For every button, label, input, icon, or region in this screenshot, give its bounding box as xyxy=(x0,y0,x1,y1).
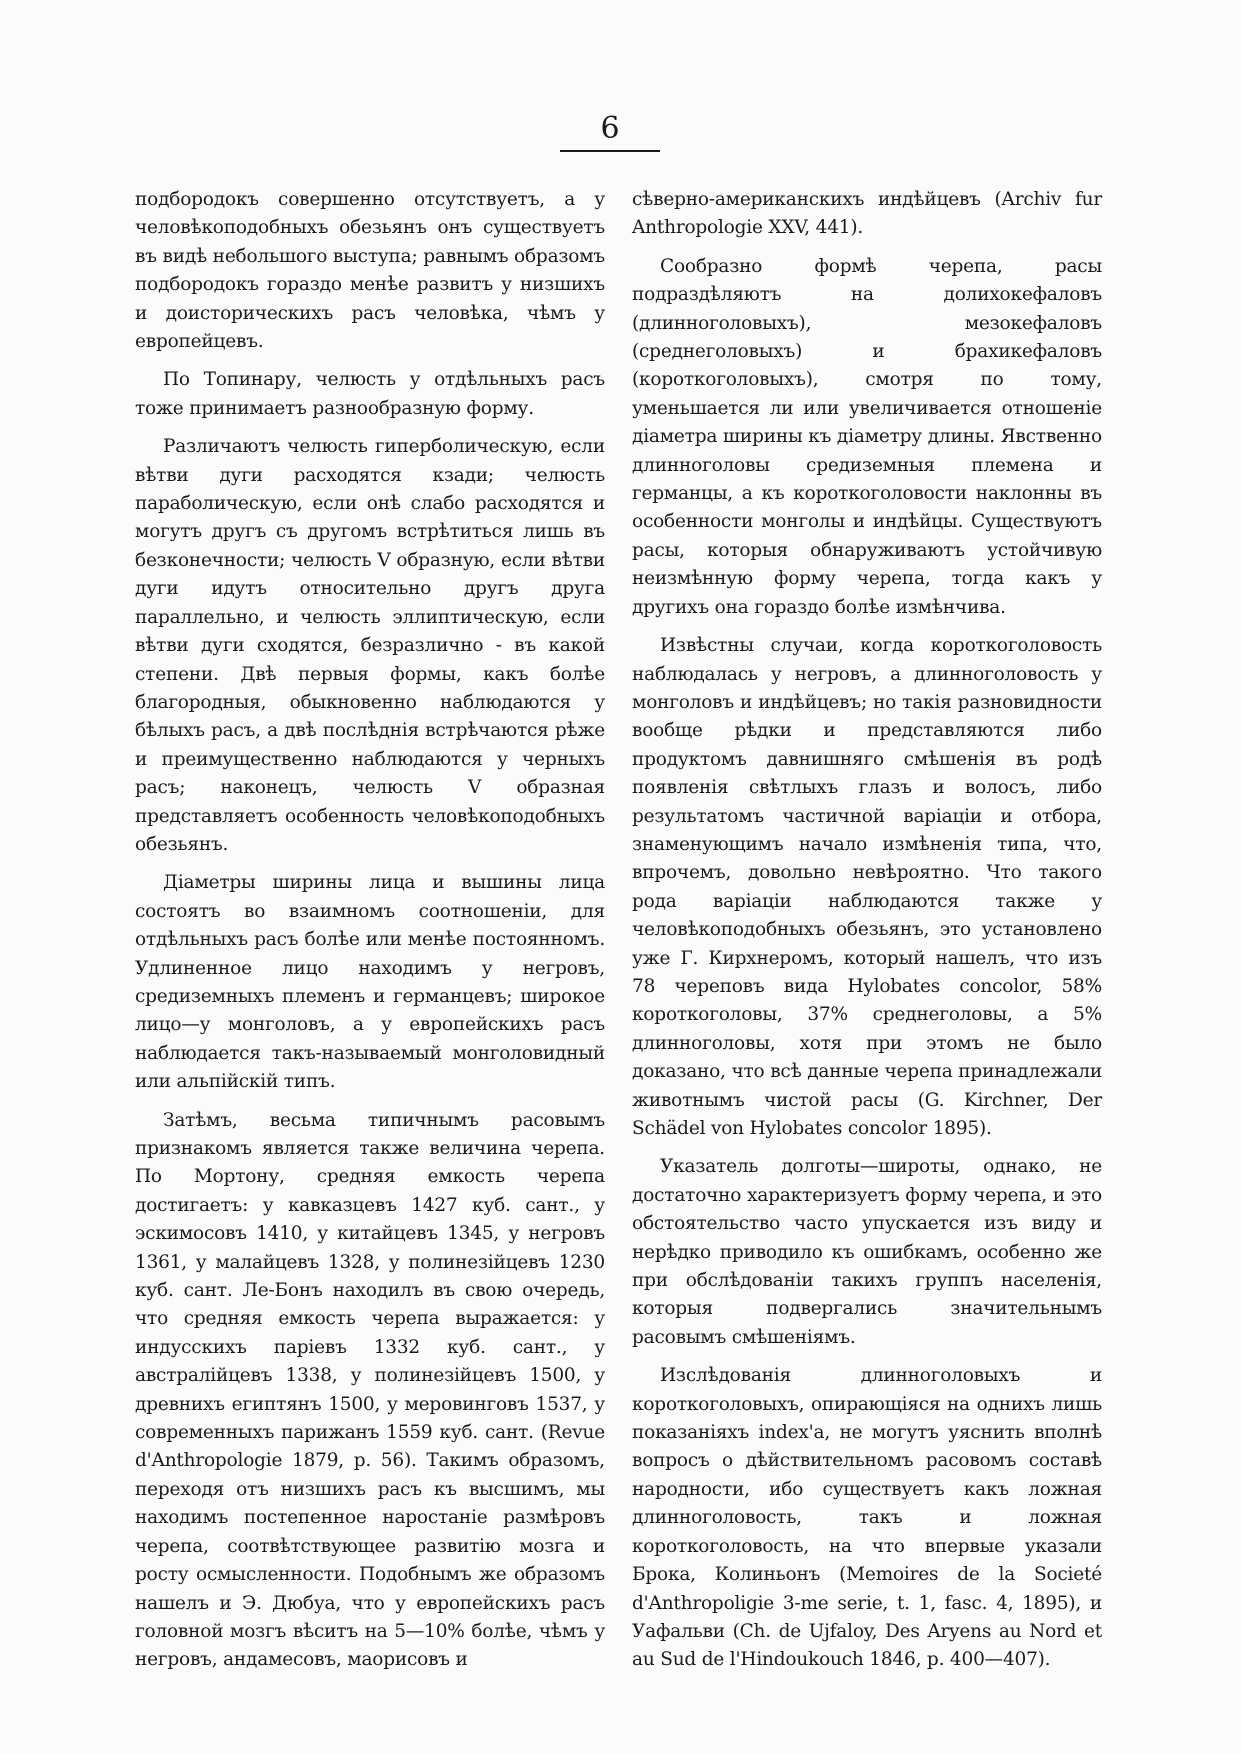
right-column xyxy=(632,186,1102,1685)
right-paragraph-4: Указатель долготы—широты, однако, не достаточно характеризуетъ форму черепа, и это обстоятельство часто упускается изъ виду и нерѣдко приводило къ ошибкамъ, особенно же при обслѣдованіи такихъ группъ населенія, которыя подвергались значительнымъ расовымъ смѣшеніямъ. xyxy=(632,1156,1102,1348)
left-paragraph-3: Различаютъ челюсть гиперболическую, если вѣтви дуги расходятся кзади; челюсть параболическую, если онѣ слабо расходятся и могутъ другъ съ другомъ встрѣтиться лишь въ безконечности; челюсть V образную, если вѣтви дуги идутъ относительно другъ друга параллельно, и челюсть эллиптическую, если вѣтви дуги сходятся, безразлично - въ какой степени. Двѣ первыя формы, какъ болѣе благородныя, обыкновенно наблюдаются у бѣлыхъ расъ, а двѣ послѣднія встрѣчаются рѣже и преимущественно наблюдаются у черныхъ расъ; наконецъ, челюсть V образная представляетъ особенность человѣкоподобныхъ обезьянъ. xyxy=(135,436,605,855)
page-number: 6 xyxy=(600,111,620,146)
left-paragraph-2: По Топинару, челюсть у отдѣльныхъ расъ тоже принимаетъ разнообразную форму. xyxy=(135,369,605,419)
right-paragraph-5: Изслѣдованія длинноголовыхъ и короткоголовыхъ, опирающіяся на однихъ лишь показаніяхъ index'а, не могутъ уяснить вполнѣ вопросъ о дѣйствительномъ расовомъ составѣ народности, ибо существуетъ какъ ложная длинноголовость, такъ и ложная короткоголовость, на что впервые указали Брока, Колиньонъ (Memoires de la Societé d'Anthropoligie 3-me serie, t. 1, fasc. 4, 1895), и Уафальви (Ch. de Ujfaloy, Des Aryens au Nord et au Sud de l'Hindoukouch 1846, p. 400—407). xyxy=(632,1365,1102,1671)
left-paragraph-1: подбородокъ совершенно отсутствуетъ, а у человѣкоподобныхъ обезьянъ онъ существуетъ въ видѣ небольшого выступа; равнымъ образомъ подбородокъ гораздо менѣе развитъ у низшихъ и доисторическихъ расъ человѣка, чѣмъ у европейцевъ. xyxy=(135,189,605,353)
right-paragraph-3: Извѣстны случаи, когда короткоголовость наблюдалась у негровъ, а длинноголовость у монголовъ и индѣйцевъ; но такія разновидности вообще рѣдки и представляются либо продуктомъ давнишняго смѣшенія въ родѣ появленія свѣтлыхъ глазъ и волосъ, либо результатомъ частичной варіаціи и отбора, знаменующимъ начало измѣненія типа, что, впрочемъ, довольно невѣроятно. Что такого рода варіаціи наблюдаются также у человѣкоподобныхъ обезьянъ, это установлено уже Г. Кирхнеромъ, который нашелъ, что изъ 78 череповъ вида Hylobates concolor, 58% короткоголовы, 37% среднеголовы, а 5% длинноголовы, хотя при этомъ не было доказано, что всѣ данные черепа принадлежали животнымъ чистой расы (G. Kirchner, Der Schädel von Hylobates concolor 1895). xyxy=(632,635,1102,1139)
left-column xyxy=(135,186,605,1685)
header-rule xyxy=(560,150,660,152)
left-paragraph-4: Діаметры ширины лица и вышины лица состоятъ во взаимномъ соотношеніи, для отдѣльныхъ расъ болѣе или менѣе постоянномъ. Удлиненное лицо находимъ у негровъ, средиземныхъ племенъ и германцевъ; широкое лицо—у монголовъ, а у европейскихъ расъ наблюдается такъ-называемый монголовидный или альпійскій типъ. xyxy=(135,872,605,1093)
right-paragraph-2: Сообразно формѣ черепа, расы подраздѣляютъ на долихокефаловъ (длинноголовыхъ), мезокефаловъ (среднеголовыхъ) и брахикефаловъ (короткоголовыхъ), смотря по тому, уменьшается ли или увеличивается отношеніе діаметра ширины къ діаметру длины. Явственно длинноголовы средиземныя племена и германцы, а къ короткоголовости наклонны въ особенности монголы и индѣйцы. Существуютъ расы, которыя обнаруживаютъ устойчивую неизмѣнную форму черепа, тогда какъ у другихъ она гораздо болѣе измѣнчива. xyxy=(632,255,1102,618)
right-paragraph-1: сѣверно-американскихъ индѣйцевъ (Archiv fur Anthropologie XXV, 441). xyxy=(632,189,1102,239)
left-paragraph-5: Затѣмъ, весьма типичнымъ расовымъ признакомъ является также величина черепа. По Мортону, средняя емкость черепа достигаетъ: у кавказцевъ 1427 куб. сант., у эскимосовъ 1410, у китайцевъ 1345, у негровъ 1361, у малайцевъ 1328, у полинезійцевъ 1230 куб. сант. Ле-Бонъ находилъ въ свою очередь, что средняя емкость черепа выражается: у индусскихъ паріевъ 1332 куб. сант., у австралійцевъ 1338, у полинезійцевъ 1500, у древнихъ египтянъ 1500, у меровинговъ 1537, у современныхъ парижанъ 1559 куб. сант. (Revue d'Anthropologie 1879, p. 56). Такимъ образомъ, переходя отъ низшихъ расъ къ высшимъ, мы находимъ постепенное наростаніе размѣровъ черепа, соотвѣтствующее развитію мозга и росту осмысленности. Подобнымъ же образомъ нашелъ и Э. Дюбуа, что у европейскихъ расъ головной мозгъ вѣситъ на 5—10% болѣе, чѣмъ у негровъ, андамесовъ, маорисовъ и xyxy=(135,1109,605,1671)
